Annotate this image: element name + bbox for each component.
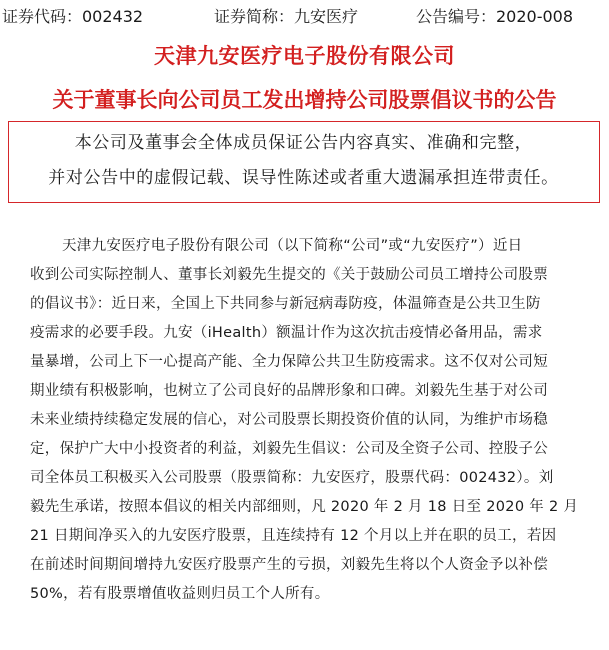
body-line: 毅先生承诺，按照本倡议的相关内部细则，凡 2020 年 2 月 18 日至 2020 年 2 月 <box>30 499 579 515</box>
statement-line-2: 并对公告中的虚假记载、误导性陈述或者重大遗漏承担连带责任。 <box>48 168 559 188</box>
body-line: 定，保护广大中小投资者的利益，刘毅先生倡议：公司及全资子公司、控股子公 <box>30 441 548 457</box>
body-line: 收到公司实际控制人、董事长刘毅先生提交的《关于鼓励公司员工增持公司股票 <box>30 267 548 283</box>
header-meta <box>0 6 609 28</box>
notice-number: 公告编号：2020-008 <box>416 7 574 26</box>
company-name: 天津九安医疗电子股份有限公司 <box>154 44 455 68</box>
body-line: 在前述时间期间增持九安医疗股票产生的亏损，刘毅先生将以个人资金予以补偿 <box>30 557 548 573</box>
body-line: 疫需求的必要手段。九安（iHealth）额温计作为这次抗击疫情必备用品，需求 <box>30 325 543 341</box>
body-line: 期业绩有积极影响，也树立了公司良好的品牌形象和口碑。刘毅先生基于对公司 <box>30 383 548 399</box>
body-line: 21 日期间净买入的九安医疗股票，且连续持有 12 个月以上并在职的员工，若因 <box>30 528 557 544</box>
body-line: 司全体员工积极买入公司股票（股票简称：九安医疗，股票代码：002432）。刘 <box>30 470 554 486</box>
statement-line-1: 本公司及董事会全体成员保证公告内容真实、准确和完整， <box>74 133 533 153</box>
stock-code: 证券代码：002432 <box>2 7 144 26</box>
body-line: 的倡议书》：近日来，全国上下共同参与新冠病毒防疫，体温筛查是公共卫生防 <box>30 296 541 312</box>
body-line: 未来业绩持续稳定发展的信心，对公司股票长期投资价值的认同，为维护市场稳 <box>30 412 548 428</box>
body-line: 50%，若有股票增值收益则归员工个人所有。 <box>30 586 330 602</box>
stock-abbreviation: 证券简称：九安医疗 <box>214 7 359 26</box>
body-line: 量暴增，公司上下一心提高产能、全力保障公共卫生防疫需求。这不仅对公司短 <box>30 354 548 370</box>
notice-title: 关于董事长向公司员工发出增持公司股票倡议书的公告 <box>52 88 557 112</box>
body-line: 天津九安医疗电子股份有限公司（以下简称“公司”或“九安医疗”）近日 <box>62 238 523 254</box>
board-statement-box <box>8 121 600 203</box>
